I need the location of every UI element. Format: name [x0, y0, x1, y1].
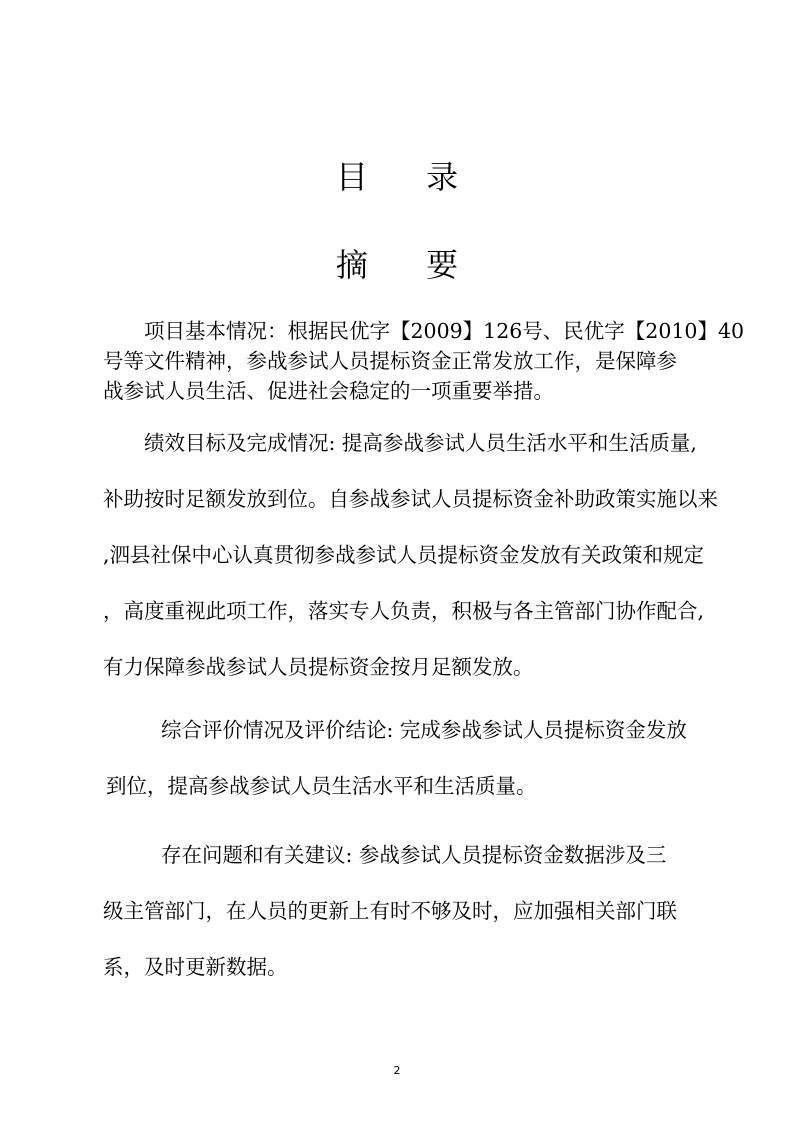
text-line: 系，及时更新数据。 — [103, 955, 288, 979]
text-line: ,泗县社保中心认真贯彻参战参试人员提标资金发放有关政策和规定 — [103, 543, 705, 567]
text-line: 号等文件精神，参战参试人员提标资金正常发放工作，是保障参 — [103, 349, 677, 373]
text-line: 项目基本情况：根据民优字【2009】126号、民优字【2010】40 — [144, 319, 745, 343]
page-number: 2 — [393, 1064, 401, 1077]
paragraph-goals — [103, 415, 718, 695]
text-line: 存在问题和有关建议: 参战参试人员提标资金数据涉及三 — [161, 843, 667, 867]
text-line: 补助按时足额发放到位。自参战参试人员提标资金补助政策实施以来 — [103, 487, 718, 511]
text-line: 战参试人员生活、促进社会稳定的一项重要举措。 — [103, 379, 554, 403]
paragraph-issues — [103, 827, 713, 995]
toc-heading: 目 录 — [335, 158, 483, 196]
text-line: 综合评价情况及评价结论: 完成参战参试人员提标资金发放 — [161, 718, 687, 742]
text-line: ，高度重视此项工作，落实专人负责，积极与各主管部门协作配合, — [103, 599, 705, 623]
text-line: 到位，提高参战参试人员生活水平和生活质量。 — [106, 774, 537, 798]
text-line: 级主管部门，在人员的更新上有时不够及时，应加强相关部门联 — [103, 899, 677, 923]
abstract-heading: 摘 要 — [335, 246, 483, 284]
text-line: 绩效目标及完成情况: 提高参战参试人员生活水平和生活质量, — [144, 431, 697, 455]
paragraph-evaluation — [103, 702, 713, 814]
paragraph-basic-info — [103, 316, 745, 406]
text-line: 有力保障参战参试人员提标资金按月足额发放。 — [103, 655, 534, 679]
